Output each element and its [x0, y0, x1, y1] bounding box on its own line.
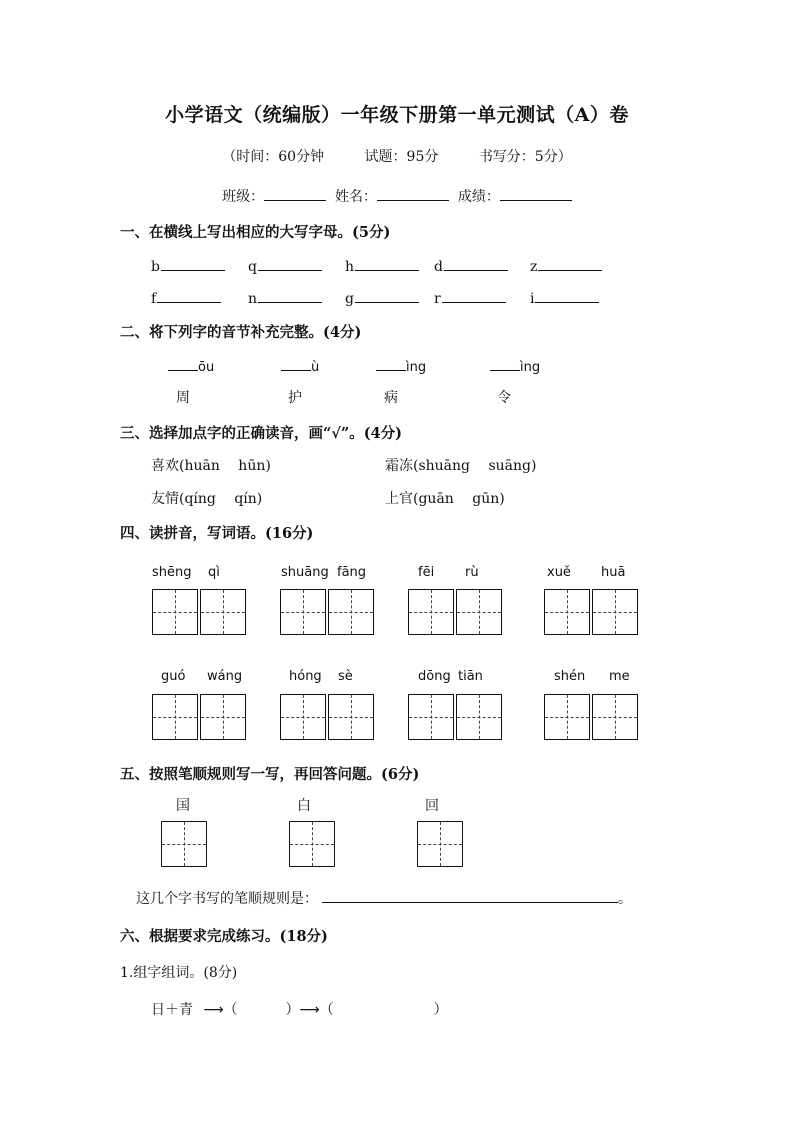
writing-grid[interactable]: [456, 694, 502, 740]
stroke-char: 白: [297, 798, 311, 814]
writing-grid[interactable]: [456, 589, 502, 635]
letter-item[interactable]: g: [345, 288, 419, 307]
letter-item[interactable]: r: [434, 288, 506, 307]
letter-item[interactable]: z: [530, 256, 602, 275]
syllable-blank[interactable]: ōu: [168, 356, 214, 375]
writing-grid[interactable]: [152, 694, 198, 740]
char-label: 令: [497, 390, 511, 406]
section6-heading: 六、根据要求完成练习。(18分): [120, 928, 328, 945]
exam-meta: [0, 146, 794, 166]
pinyin-label: dōng: [418, 669, 451, 684]
pinyin-label: shén: [554, 669, 586, 684]
pinyin-label: fēi: [418, 565, 435, 580]
writing-grid[interactable]: [544, 589, 590, 635]
syllable-blank[interactable]: ìng: [490, 356, 540, 375]
writing-grid[interactable]: [592, 589, 638, 635]
section5-heading: 五、按照笔顺规则写一写，再回答问题。(6分): [120, 766, 420, 783]
letter-item[interactable]: i: [530, 288, 599, 307]
total-score: 试题：95分: [364, 149, 439, 165]
pronunciation-choice[interactable]: 友情(qíng qín): [151, 491, 263, 507]
letter-item[interactable]: h: [345, 256, 419, 275]
pinyin-label: tiān: [458, 669, 483, 684]
arrow-icon: ⟶: [299, 1002, 320, 1018]
letter-item[interactable]: b: [151, 256, 225, 275]
pinyin-label: wáng: [207, 669, 243, 684]
writing-grid[interactable]: [408, 589, 454, 635]
letter-item[interactable]: f: [151, 288, 221, 307]
pinyin-label: shēng: [152, 565, 192, 580]
class-label: 班级：: [222, 189, 265, 205]
char-label: 周: [176, 390, 190, 406]
class-field[interactable]: [264, 186, 326, 201]
writing-grid[interactable]: [200, 694, 246, 740]
pinyin-label: huā: [601, 565, 626, 580]
writing-grid[interactable]: [289, 821, 335, 867]
stroke-rule-question: 这几个字书写的笔顺规则是： 。: [136, 888, 632, 908]
letter-item[interactable]: q: [248, 256, 322, 275]
section3-heading: 三、选择加点字的正确读音，画“√”。(4分): [120, 425, 403, 442]
writing-grid[interactable]: [408, 694, 454, 740]
pinyin-label: guó: [161, 669, 186, 684]
student-info: [0, 186, 794, 206]
stroke-char: 国: [176, 798, 190, 814]
char-label: 病: [384, 390, 398, 406]
section2-heading: 二、将下列字的音节补充完整。(4分): [120, 324, 362, 341]
pinyin-label: qì: [208, 565, 220, 580]
writing-grid[interactable]: [280, 589, 326, 635]
pinyin-label: hóng: [289, 669, 322, 684]
stroke-char: 回: [425, 798, 439, 814]
name-label: 姓名：: [335, 189, 377, 205]
letter-item[interactable]: d: [434, 256, 508, 275]
pinyin-label: sè: [338, 669, 353, 684]
pinyin-label: fāng: [337, 565, 367, 580]
syllable-blank[interactable]: ù: [281, 356, 319, 375]
writing-grid[interactable]: [152, 589, 198, 635]
pronunciation-choice[interactable]: 霜冻(shuāng suāng): [385, 458, 537, 474]
writing-grid[interactable]: [544, 694, 590, 740]
compose-char-exercise: 日＋青 ⟶（ ）⟶（ ）: [151, 1002, 448, 1018]
section1-heading: 一、在横线上写出相应的大写字母。(5分): [120, 224, 391, 241]
char-label: 护: [288, 390, 302, 406]
section4-heading: 四、读拼音，写词语。(16分): [120, 525, 314, 542]
writing-score: 书写分：5分）: [478, 149, 572, 165]
syllable-blank[interactable]: ìng: [376, 356, 426, 375]
name-field[interactable]: [377, 186, 449, 201]
pinyin-label: me: [609, 669, 630, 684]
grade-label: 成绩：: [457, 189, 500, 205]
writing-grid[interactable]: [161, 821, 207, 867]
pinyin-label: shuāng: [281, 565, 329, 580]
answer-line[interactable]: [322, 888, 618, 903]
pinyin-label: rù: [465, 565, 479, 580]
pronunciation-choice[interactable]: 喜欢(huān hūn): [151, 458, 271, 474]
writing-grid[interactable]: [417, 821, 463, 867]
pinyin-label: xuě: [547, 565, 571, 580]
time-limit: （时间：60分钟: [222, 149, 325, 165]
formula: 日＋青: [151, 1002, 193, 1018]
writing-grid[interactable]: [592, 694, 638, 740]
grade-field[interactable]: [500, 186, 572, 201]
writing-grid[interactable]: [280, 694, 326, 740]
arrow-icon: ⟶: [203, 1002, 224, 1018]
letter-item[interactable]: n: [248, 288, 322, 307]
writing-grid[interactable]: [200, 589, 246, 635]
page-title: 小学语文（统编版）一年级下册第一单元测试（A）卷: [165, 104, 629, 126]
subsection-title: 1.组字组词。(8分): [120, 965, 238, 981]
writing-grid[interactable]: [328, 694, 374, 740]
pronunciation-choice[interactable]: 上官(guān gūn): [385, 491, 505, 507]
writing-grid[interactable]: [328, 589, 374, 635]
